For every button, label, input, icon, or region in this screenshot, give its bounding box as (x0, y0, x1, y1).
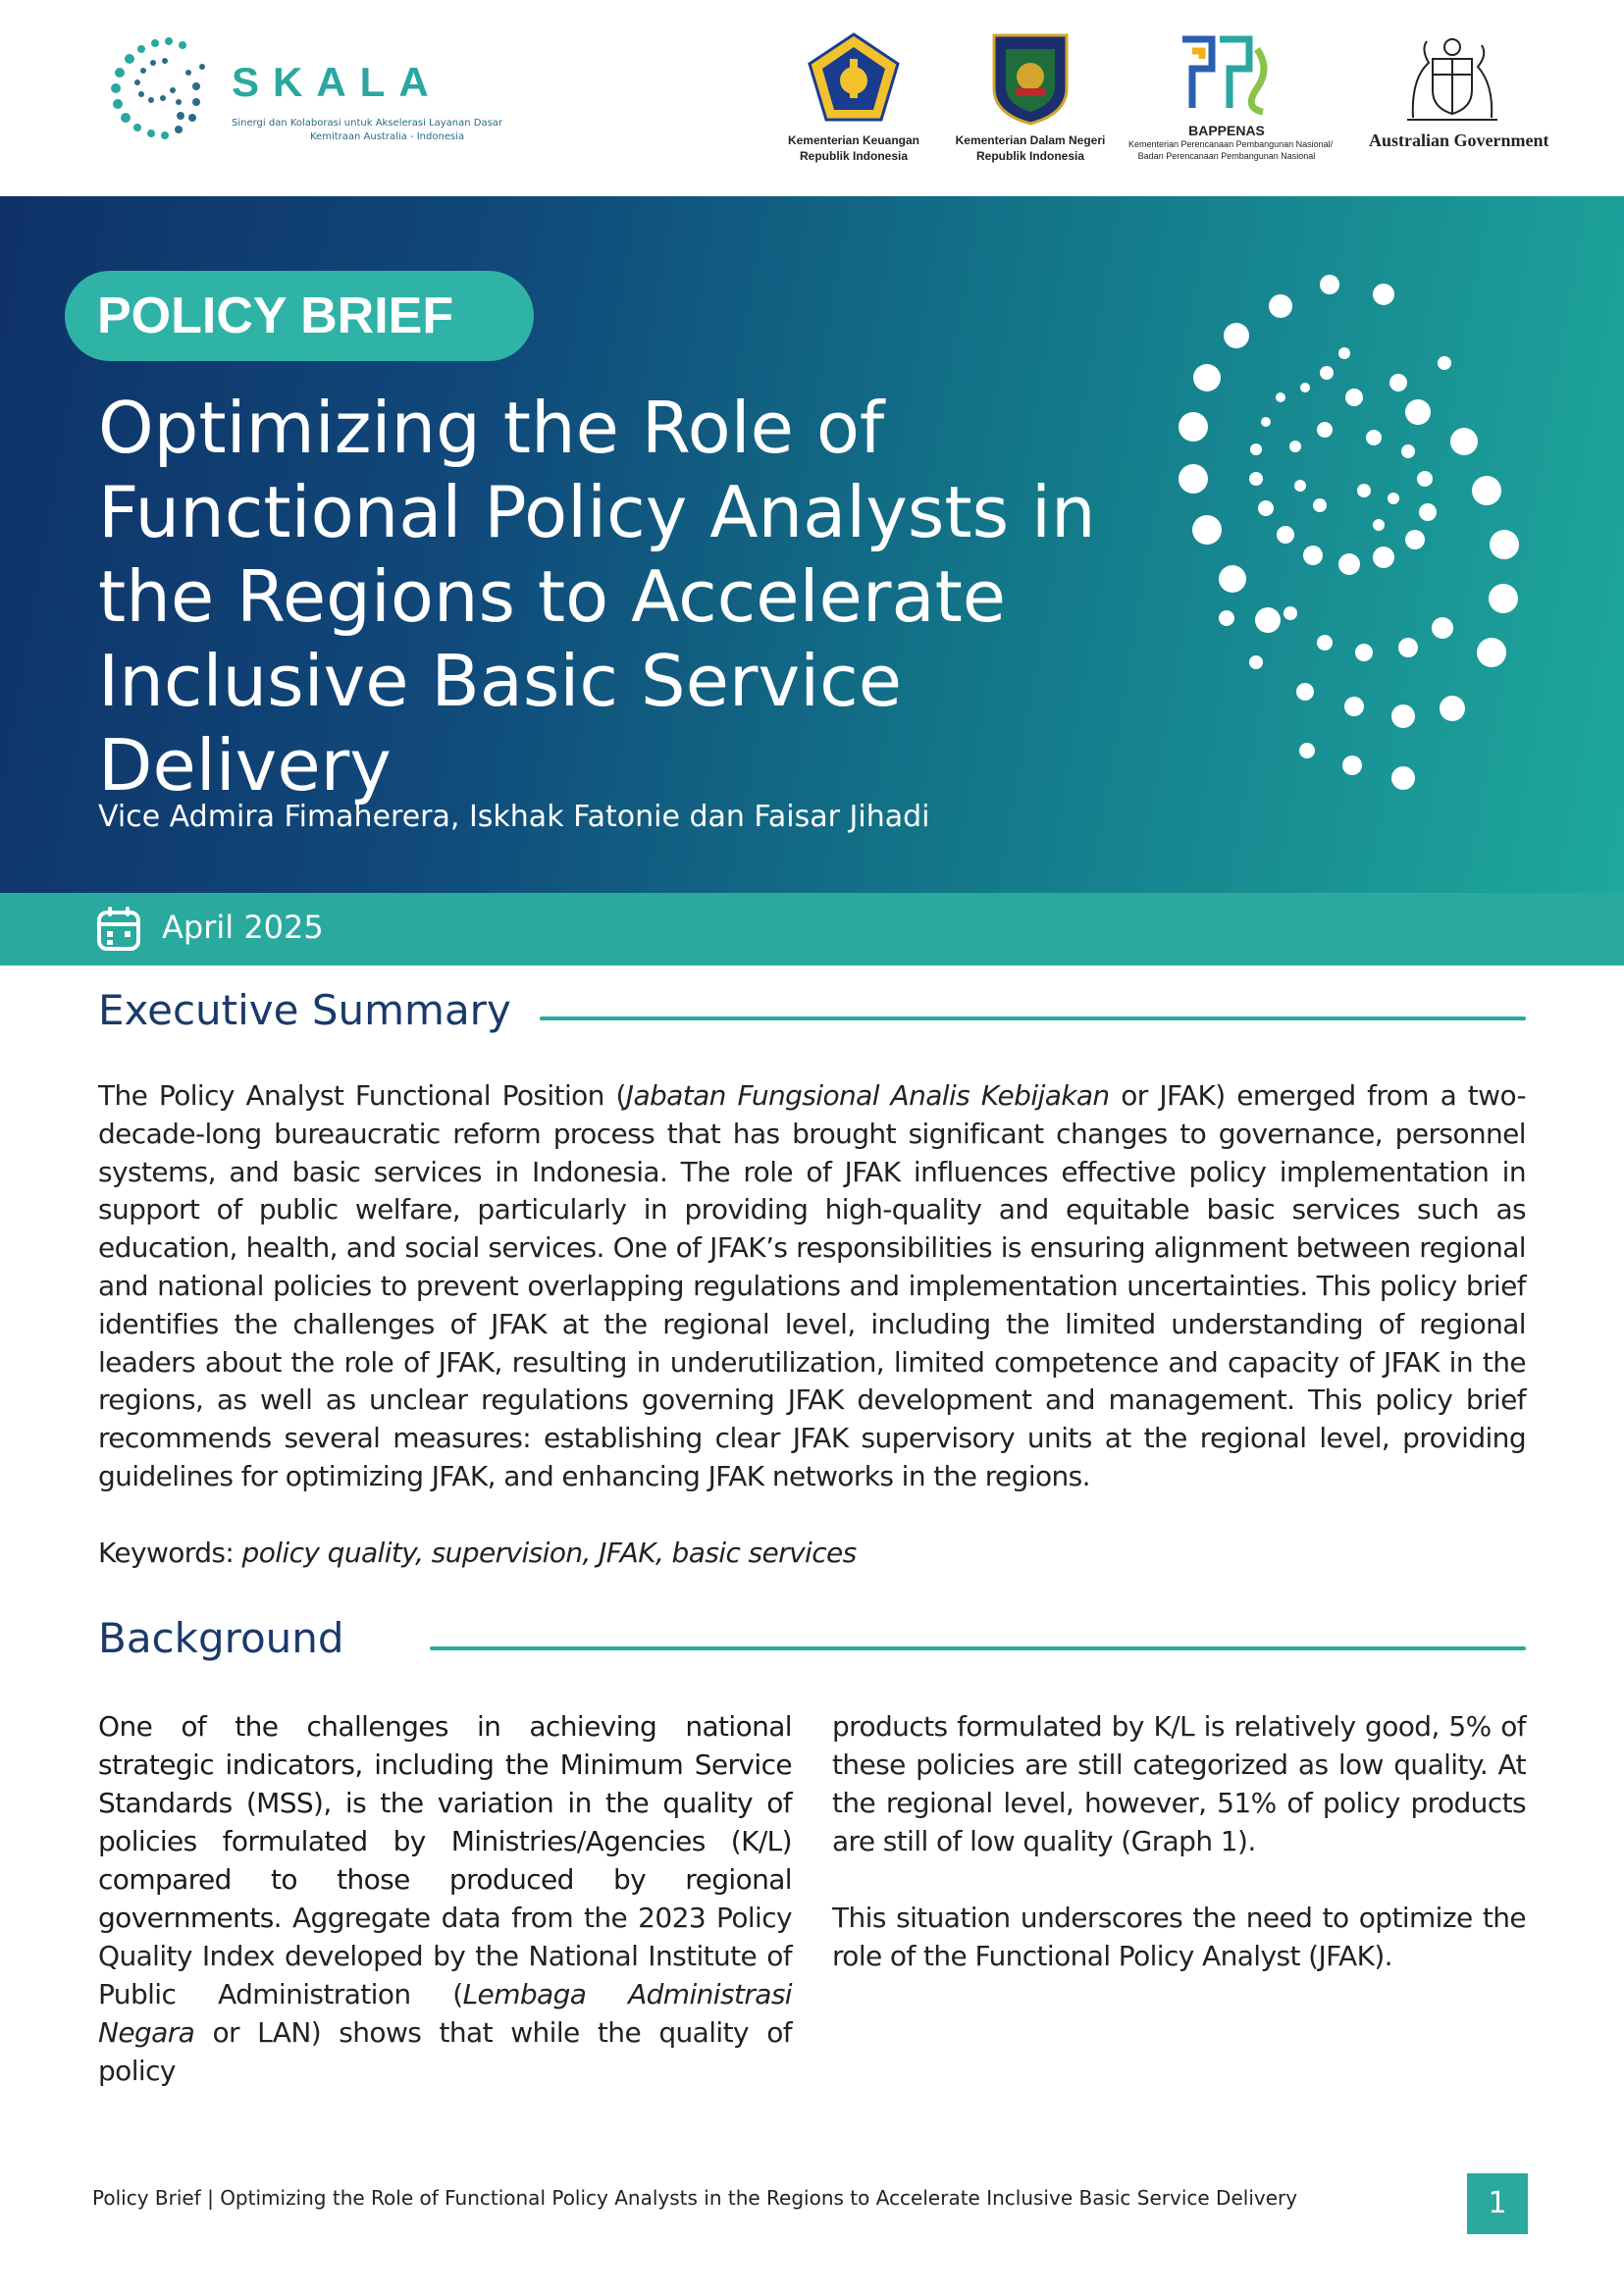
keywords (98, 1537, 857, 1569)
background-column-right (832, 1707, 1526, 2013)
kemenkeu-emblem-icon (805, 29, 903, 128)
publication-date: April 2025 (162, 909, 324, 946)
kemendagri-logo (942, 29, 1119, 164)
skala-wordmark: SKALA (232, 59, 443, 105)
bappenas-emblem-icon (1173, 29, 1281, 118)
page-number: 1 (1488, 2186, 1507, 2220)
footer (92, 2186, 1297, 2210)
title-line: Functional Policy Analysts in (98, 471, 1096, 553)
bappenas-logo (1128, 29, 1334, 162)
skala-tagline: Sinergi dan Kolaborasi untuk Akselerasi Layanan Dasar (232, 118, 503, 129)
kemenkeu-line1: Kementerian Keuangan (787, 133, 920, 147)
authors: Vice Admira Fimaherera, Iskhak Fatonie dan Faisar Jihadi (98, 800, 930, 834)
background-paragraph: This situation underscores the need to optimize the role of the Functional Policy Analyst (JFAK). (832, 1902, 1526, 1972)
decorative-swirl-icon (1060, 255, 1609, 814)
kemenkeu-logo (775, 29, 932, 164)
background-paragraph: products formulated by K/L is relatively good, 5% of these policies are still categorized as low quality. At the regional level, however, 51% of policy products are still of low quality (Graph 1). (832, 1710, 1526, 1857)
australian-government-text: Australian Government (1369, 130, 1549, 150)
keywords-label: Keywords: (98, 1537, 235, 1569)
background-heading: Background (98, 1614, 344, 1662)
executive-summary-text (98, 1077, 1526, 1496)
background-text-end: or LAN) shows that while the quality of policy (98, 2016, 792, 2087)
footer-separator: | (200, 2186, 221, 2210)
title-line: the Regions to Accelerate (98, 555, 1007, 638)
skala-swirl-icon (94, 29, 222, 157)
executive-summary-heading: Executive Summary (98, 986, 511, 1034)
footer-label: Policy Brief (92, 2186, 201, 2210)
kemendagri-emblem-icon (986, 29, 1074, 128)
background-italic: Lembaga Administrasi Negara (98, 1978, 792, 2049)
calendar-icon (96, 905, 141, 952)
bappenas-name: BAPPENAS (1188, 123, 1265, 138)
title-line: Optimizing the Role of (98, 387, 885, 469)
background-lead: One of the challenges in achieving national strategic indicators, including the Minimum Service Standards (MSS), is the variation in the quality of policies formulated by Ministries/Agencies (K/L) compared to those produced by regional governments. (98, 1710, 792, 1934)
skala-logo (94, 29, 503, 157)
keywords-value: policy quality, supervision, JFAK, basic services (241, 1537, 857, 1569)
exec-text-rest: or JFAK) emerged from a two-decade-long bureaucratic reform process that has brought significant changes to governance, personnel systems, and basic services in Indonesia. The role of JFAK influences effective policy implementation in support of public welfare, particularly in providing high-quality and equitable basic services such as education, health, and social services. One of JFAK’s responsibilities is ensuring alignment between regional and national policies to prevent overlapping regulations and implementation uncertainties. This policy brief identifies the challenges of JFAK at the regional level, including the limited understanding of regional leaders about the role of JFAK, resulting in underutilization, limited competence and capacity of JFAK in the regions, as well as unclear regulations governing JFAK development and management. This policy brief recommends several measures: establishing clear JFAK supervisory units at the regional level, providing guidelines for optimizing JFAK, and enhancing JFAK networks in the regions. (98, 1079, 1526, 1492)
exec-text-start: The Policy Analyst Functional Position ( (98, 1079, 626, 1112)
page-title (98, 386, 1109, 808)
exec-text-italic: Jabatan Fungsional Analis Kebijakan (625, 1079, 1110, 1112)
section-divider (540, 1017, 1526, 1020)
australian-government-logo (1369, 29, 1549, 150)
footer-title: Optimizing the Role of Functional Policy Analysts in the Regions to Accelerate Inclusive Basic Service Delivery (220, 2186, 1298, 2210)
kemendagri-line2: Republik Indonesia (975, 149, 1084, 163)
skala-partnership: Kemitraan Australia - Indonesia (310, 131, 465, 142)
background-text: Aggregate data from the 2023 Policy Quality Index developed by the National Institute of Public Administration ( (98, 1902, 792, 2010)
coat-of-arms-icon (1393, 29, 1511, 128)
policy-brief-badge-label: POLICY BRIEF (97, 287, 454, 344)
background-column-left (98, 1707, 792, 2090)
kemendagri-line1: Kementerian Dalam Negeri (955, 133, 1106, 147)
kemenkeu-line2: Republik Indonesia (799, 149, 908, 163)
bappenas-line2: Kementerian Perencanaan Pembangunan Nasional/ (1128, 139, 1334, 149)
title-line: Inclusive Basic Service Delivery (98, 640, 902, 807)
section-divider (430, 1646, 1526, 1650)
bappenas-line3: Badan Perencanaan Pembangunan Nasional (1137, 151, 1316, 161)
